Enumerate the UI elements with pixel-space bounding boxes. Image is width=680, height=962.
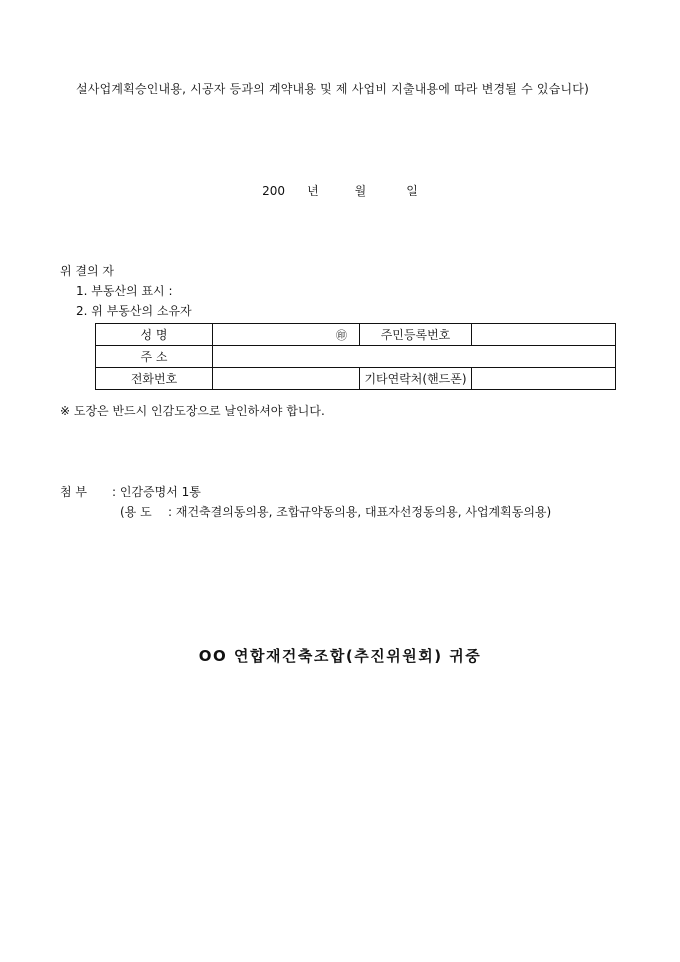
seal-note: ※ 도장은 반드시 인감도장으로 날인하셔야 합니다. <box>60 404 325 418</box>
date-year-unit: 년 <box>307 184 319 198</box>
date-day-unit: 일 <box>406 184 418 198</box>
delegator-heading: 위 결의 자 <box>60 264 114 278</box>
owner-table <box>95 323 616 390</box>
date-year: 200 <box>262 184 286 198</box>
table-row <box>96 324 616 346</box>
other-contact-field[interactable] <box>472 368 616 390</box>
phone-label: 전화번호 <box>96 368 213 390</box>
intro-text: 설사업계획승인내용, 시공자 등과의 계약내용 및 제 사업비 지출내용에 따라 변경될 수 있습니다) <box>76 82 589 96</box>
usage-label: (용 도 <box>120 505 152 519</box>
attachment-text: : 인감증명서 1통 <box>112 485 201 499</box>
property-owner-item: 2. 위 부동산의 소유자 <box>76 304 192 318</box>
property-display-item: 1. 부동산의 표시 : <box>76 284 173 298</box>
attachment-label: 첨 부 <box>60 485 87 499</box>
addressee-title: OO 연합재건축조합(추진위원회) 귀중 <box>198 647 482 665</box>
other-contact-label: 기타연락처(핸드폰) <box>360 368 472 390</box>
id-number-label: 주민등록번호 <box>360 324 472 346</box>
phone-field[interactable] <box>213 368 360 390</box>
usage-text: : 재건축결의동의용, 조합규약동의용, 대표자선정동의용, 사업계획동의용) <box>168 505 552 519</box>
name-label: 성 명 <box>96 324 213 346</box>
id-number-field[interactable] <box>472 324 616 346</box>
table-row <box>96 368 616 390</box>
address-label: 주 소 <box>96 346 213 368</box>
name-field[interactable] <box>213 324 360 346</box>
table-row <box>96 346 616 368</box>
address-field[interactable] <box>213 346 616 368</box>
date-line <box>0 182 680 199</box>
date-month-unit: 월 <box>354 184 367 198</box>
seal-mark: ㊞ <box>336 328 347 342</box>
